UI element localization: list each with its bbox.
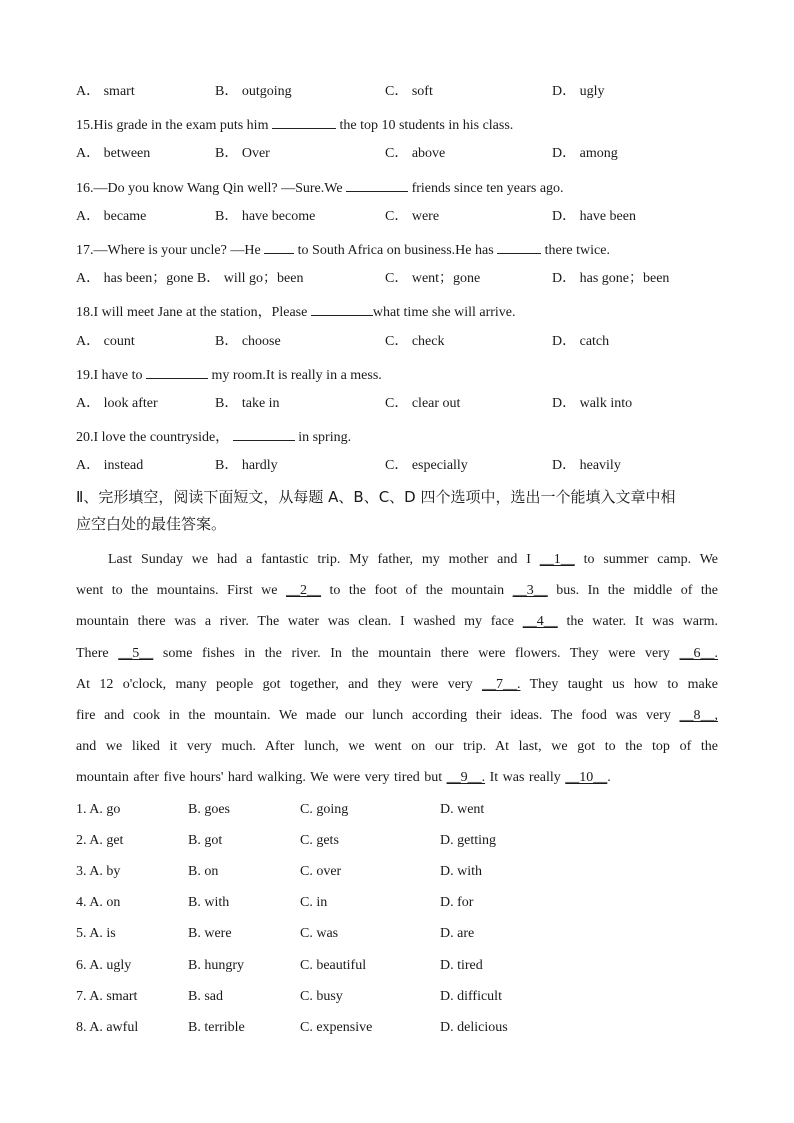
option-b: B． Over [215,146,270,161]
stem-text: in spring. [298,430,352,445]
option-c: C. over [300,864,342,879]
question-17-stem [76,238,610,258]
cloze-blank-2: __2__ [286,583,322,598]
passage-line [76,768,718,788]
option-a: 7. A. smart [76,989,138,1004]
cloze-blank-6: __6__. [679,646,719,661]
option-c: C． went；gone [385,271,481,286]
option-b: B. goes [188,802,230,817]
answer-blank [346,176,408,192]
option-b: B. hungry [188,958,244,973]
option-d: D． walk into [552,396,633,411]
passage-line [76,581,718,601]
option-b: B． hardly [215,458,278,473]
option-c: C． especially [385,458,468,473]
passage-line [76,706,718,726]
question-20-stem [76,425,351,445]
option-d: D. for [440,895,474,910]
passage-line [76,737,718,757]
passage-line [76,644,718,664]
option-b: B． choose [215,334,281,349]
option-c: C. in [300,895,328,910]
cloze-blank-9: __9__. [446,770,486,785]
answer-blank [311,300,373,316]
option-c: C． were [385,209,440,224]
passage-text: They taught us how to make [529,677,718,692]
option-c: C. busy [300,989,343,1004]
option-a: A． between [76,146,151,161]
option-c: C. expensive [300,1020,373,1035]
passage-line [76,550,718,570]
option-c: C. beautiful [300,958,367,973]
option-b: B. got [188,833,223,848]
question-15-stem [76,113,513,133]
option-d: D. tired [440,958,483,973]
option-b: B. on [188,864,219,879]
option-a: A． smart [76,84,135,99]
option-a: 1. A. go [76,802,121,817]
cloze-blank-4: __4__ [522,614,558,629]
passage-text: Last Sunday we had a fantastic trip. My father, my mother and I [108,552,531,567]
answer-blank [264,238,294,254]
option-a: 3. A. by [76,864,121,879]
answer-blank [272,113,336,129]
stem-text: what time she will arrive. [372,305,516,320]
option-c: C. gets [300,833,339,848]
stem-text: 16.—Do you know Wang Qin well? —Sure.We [76,181,343,196]
stem-text: 20.I love the countryside， [76,430,230,445]
option-a: A． instead [76,458,144,473]
stem-text: 18.I will meet Jane at the station，Please [76,305,308,320]
passage-text: fire and cook in the mountain. We made our lunch according their ideas. The food was very [76,708,671,723]
cloze-blank-3: __3__ [512,583,548,598]
answer-blank [146,363,208,379]
option-d: D． have been [552,209,636,224]
question-19-stem [76,363,382,383]
option-b: B. with [188,895,230,910]
stem-text: 15.His grade in the exam puts him [76,118,269,133]
question-18-stem [76,300,516,320]
option-d: D． ugly [552,84,605,99]
cloze-blank-8: __8__, [679,708,719,723]
passage-text: mountain there was a river. The water was clean. I washed my face [76,614,514,629]
option-d: D． has gone；been [552,271,670,286]
passage-text: mountain after five hours' hard walking. We were very tired but [76,770,443,785]
option-b: B． have become [215,209,316,224]
passage-line [76,675,718,695]
option-c: C. going [300,802,349,817]
option-d: D. with [440,864,482,879]
option-c: C． soft [385,84,433,99]
option-b: B. terrible [188,1020,245,1035]
question-16-stem [76,176,564,196]
stem-text: my room.It is really in a mess. [211,368,382,383]
section-heading-line-2: 应空白处的最佳答案。 [76,515,227,533]
answer-blank [497,238,541,254]
answer-blank [233,425,295,441]
option-d: D. went [440,802,485,817]
option-a: A． look after [76,396,158,411]
passage-text: It was really [489,770,561,785]
passage-text: to the foot of the mountain [329,583,505,598]
passage-text: . [607,770,611,785]
option-c: C． clear out [385,396,461,411]
option-a: 8. A. awful [76,1020,139,1035]
option-d: D. are [440,926,475,941]
stem-text: 19.I have to [76,368,143,383]
option-a: 5. A. is [76,926,116,941]
stem-text: friends since ten years ago. [411,181,564,196]
option-d: D． among [552,146,618,161]
option-c: C． check [385,334,445,349]
option-d: D. difficult [440,989,502,1004]
option-d: D. delicious [440,1020,508,1035]
option-a: 6. A. ugly [76,958,132,973]
option-d: D． heavily [552,458,621,473]
option-a: 4. A. on [76,895,121,910]
option-b: B． outgoing [215,84,292,99]
passage-line [76,612,718,632]
passage-text: and we liked it very much. After lunch, we went on our trip. At last, we got to the top of the [76,739,718,754]
stem-text: 17.—Where is your uncle? —He [76,243,261,258]
section-heading [76,484,726,538]
option-c: C． above [385,146,446,161]
section-heading-line-1: Ⅱ、完形填空，阅读下面短文，从每题 A、B、C、D 四个选项中，选出一个能填入文章中相 [76,488,676,506]
stem-text: there twice. [544,243,610,258]
option-d: D. getting [440,833,496,848]
option-d: D． catch [552,334,610,349]
passage-text: went to the mountains. First we [76,583,278,598]
cloze-blank-1: __1__ [539,552,575,567]
option-c: C. was [300,926,339,941]
option-a: A． became [76,209,147,224]
option-b: B. were [188,926,232,941]
stem-text: the top 10 students in his class. [339,118,514,133]
option-a: 2. A. get [76,833,124,848]
passage-text: bus. In the middle of the [556,583,719,598]
passage-text: to summer camp. We [583,552,719,567]
stem-text: to South Africa on business.He has [297,243,494,258]
option-b: B． take in [215,396,280,411]
passage-text: At 12 o'clock, many people got together, and they were very [76,677,473,692]
passage-text: the water. It was warm. [566,614,719,629]
option-a-b: A． has been；gone B． will go；been [76,271,304,286]
passage-text: There [76,646,109,661]
cloze-blank-10: __10__ [565,770,608,785]
option-a: A． count [76,334,135,349]
cloze-blank-7: __7__. [481,677,521,692]
option-b: B. sad [188,989,223,1004]
cloze-blank-5: __5__ [118,646,154,661]
passage-text: some fishes in the river. In the mountain there were flowers. They were very [162,646,670,661]
